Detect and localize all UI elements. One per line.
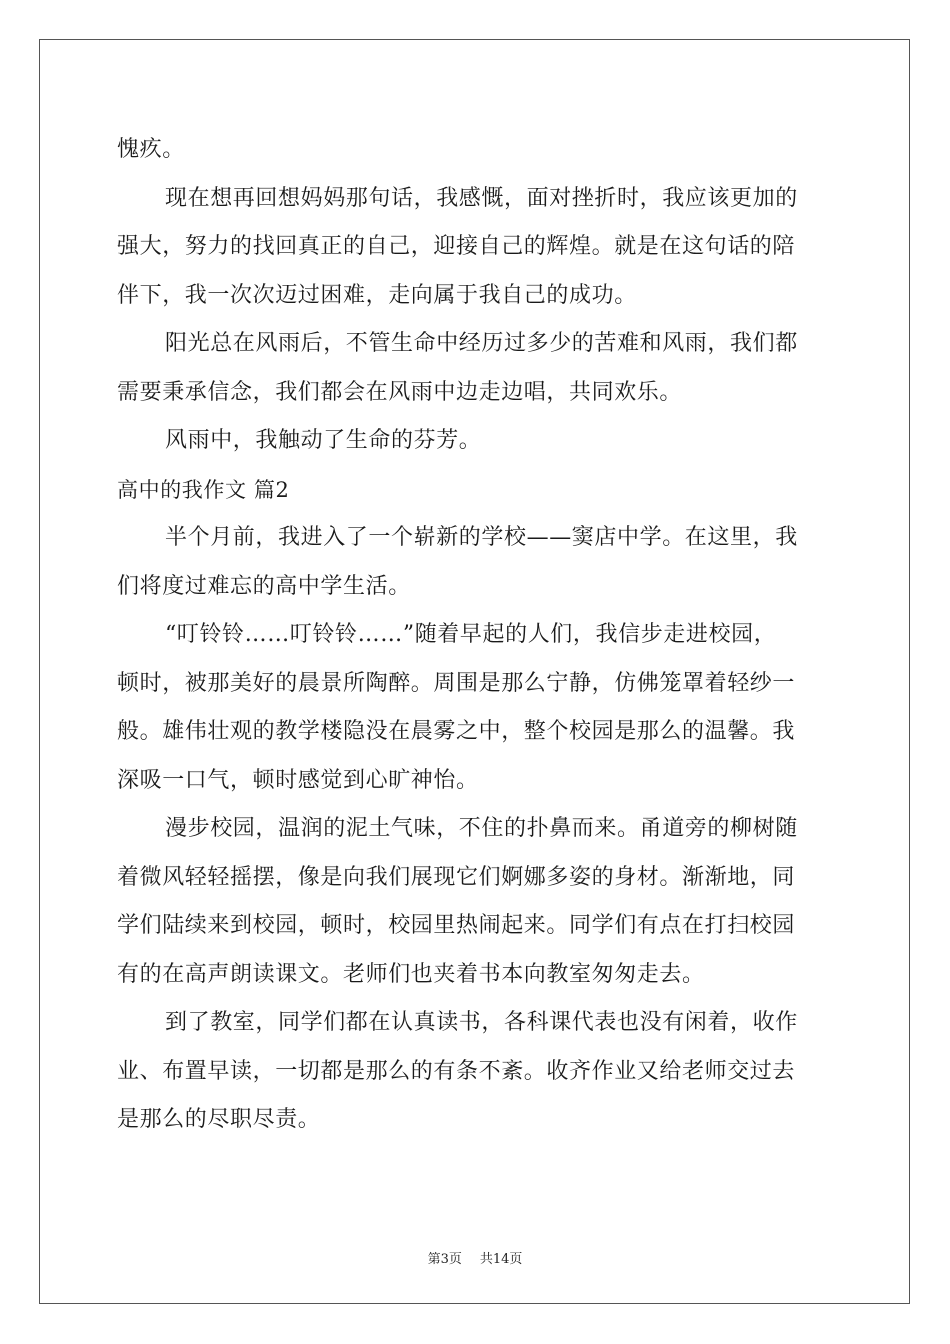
text-line: 需要秉承信念，我们都会在风雨中边走边唱，共同欢乐。 bbox=[117, 379, 683, 405]
text-line: 强大，努力的找回真正的自己，迎接自己的辉煌。就是在这句话的陪 bbox=[117, 234, 796, 259]
text-line: 伴下，我一次次迈过困难，走向属于我自己的成功。 bbox=[117, 282, 637, 308]
text-line: 有的在高声朗读课文。老师们也夹着书本向教室匆匆走去。 bbox=[117, 961, 705, 987]
text-line: 顿时，被那美好的晨景所陶醉。周围是那么宁静，仿佛笼罩着轻纱一 bbox=[117, 670, 796, 696]
paragraph-start-line: 半个月前，我进入了一个崭新的学校——窦店中学。在这里，我 bbox=[165, 525, 798, 550]
text-line: 着微风轻轻摇摆，像是向我们展现它们婀娜多姿的身材。渐渐地，同 bbox=[117, 864, 796, 890]
paragraph-start-line: 漫步校园，温润的泥土气味，不住的扑鼻而来。甬道旁的柳树随 bbox=[165, 816, 798, 841]
text-line: 般。雄伟壮观的教学楼隐没在晨雾之中，整个校园是那么的温馨。我 bbox=[117, 719, 796, 744]
document-body bbox=[117, 126, 833, 1145]
page-footer bbox=[0, 1248, 950, 1267]
paragraph-start-line: 阳光总在风雨后，不管生命中经历过多少的苦难和风雨，我们都 bbox=[165, 331, 798, 356]
text-line: 深吸一口气，顿时感觉到心旷神怡。 bbox=[117, 767, 479, 793]
paragraph-start-line: 到了教室，同学们都在认真读书，各科课代表也没有闲着，收作 bbox=[165, 1010, 798, 1035]
text-line: 愧疚。 bbox=[117, 137, 185, 162]
text-line: 是那么的尽职尽责。 bbox=[117, 1107, 321, 1132]
section-heading: 高中的我作文 篇2 bbox=[117, 477, 290, 502]
paragraph-start-line: “叮铃铃……叮铃铃……”随着早起的人们，我信步走进校园， bbox=[165, 622, 777, 647]
paragraph-start-line: 现在想再回想妈妈那句话，我感慨，面对挫折时，我应该更加的 bbox=[165, 185, 798, 211]
text-line: 们将度过难忘的高中学生活。 bbox=[117, 573, 411, 599]
text-line: 业、布置早读，一切都是那么的有条不紊。收齐作业又给老师交过去 bbox=[117, 1058, 796, 1084]
paragraph-start-line: 风雨中，我触动了生命的芬芳。 bbox=[165, 428, 482, 453]
text-line: 学们陆续来到校园，顿时，校园里热闹起来。同学们有点在打扫校园 bbox=[117, 913, 796, 938]
page-number: 第3页 bbox=[427, 1252, 462, 1267]
total-pages: 共14页 bbox=[479, 1252, 523, 1267]
